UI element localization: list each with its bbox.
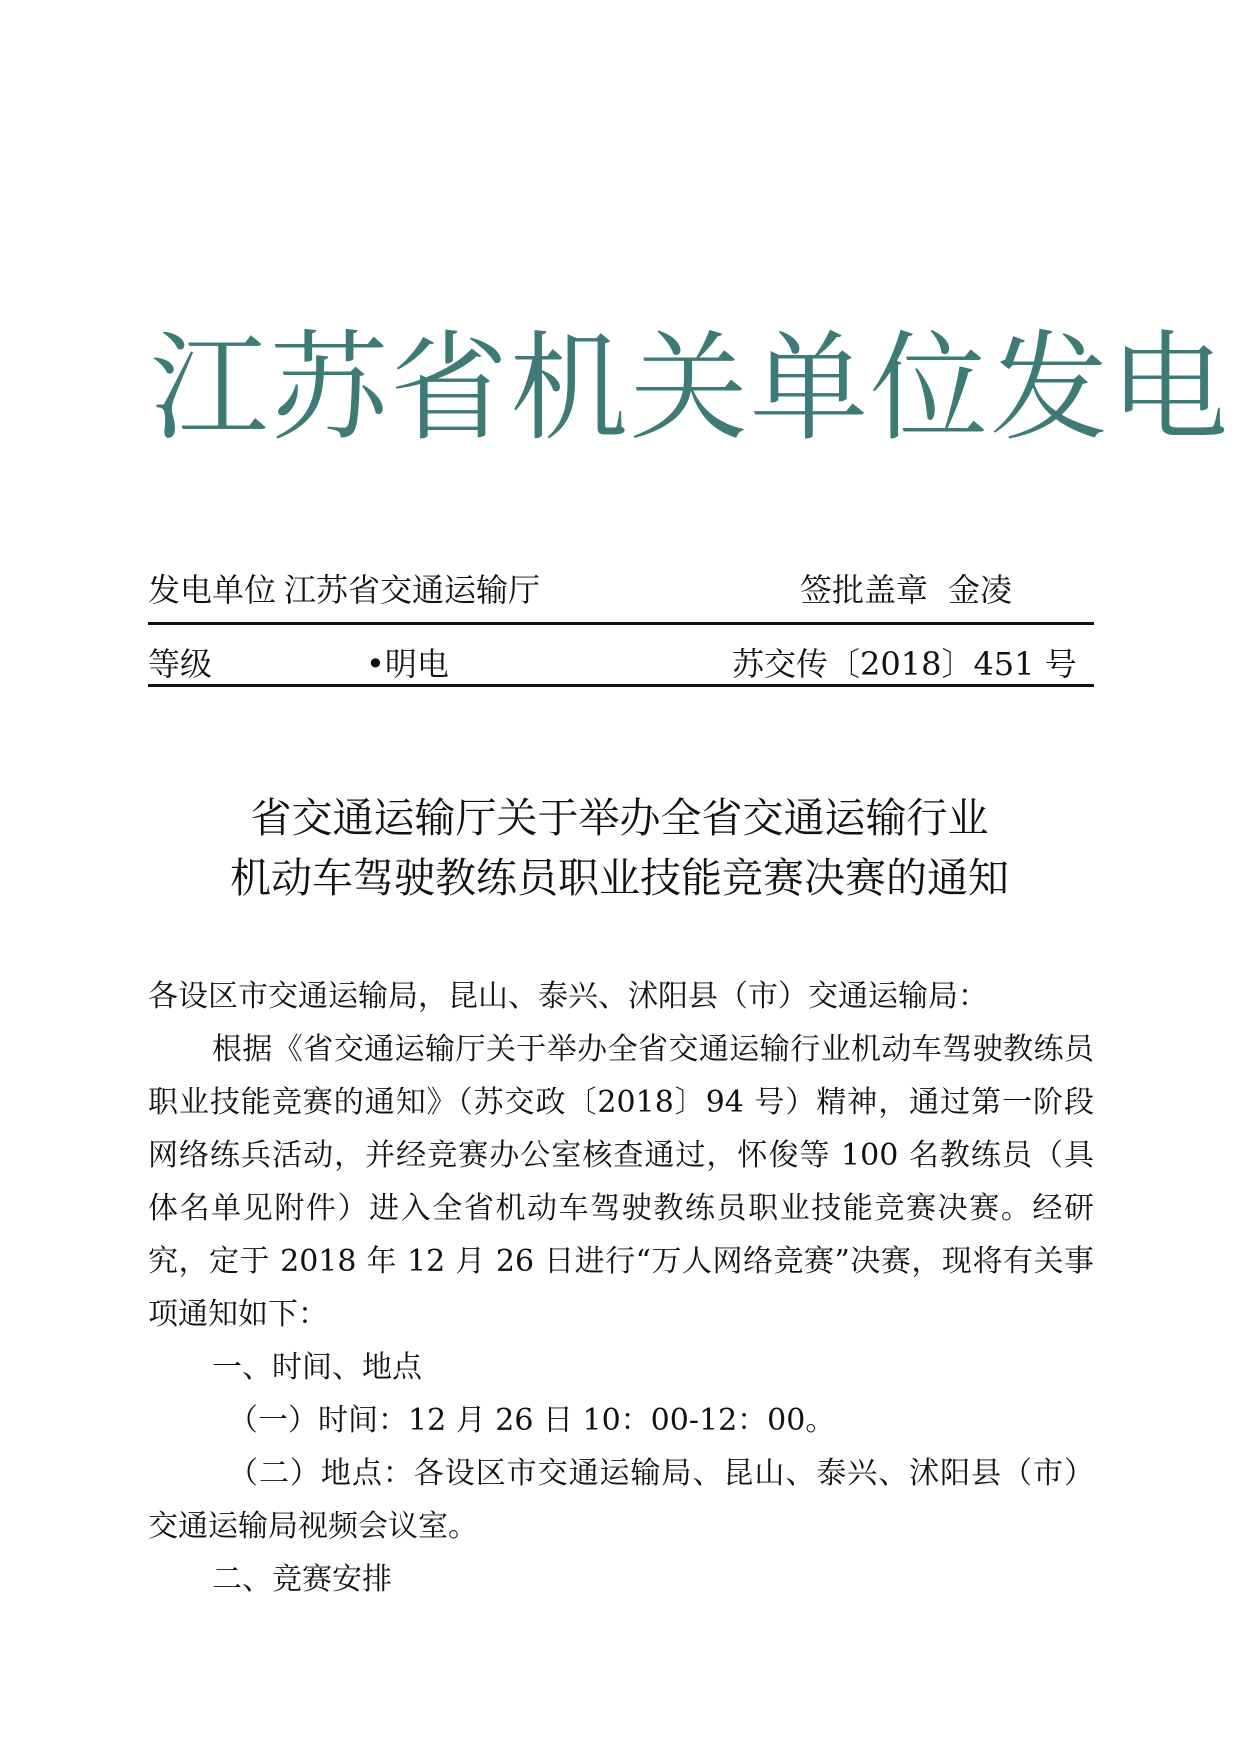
section-heading-1: 一、时间、地点 (212, 1350, 422, 1385)
body-paragraph: 根据《省交通运输厅关于举办全省交通运输行业机动车驾驶教练员职业技能竞赛的通知》（苏交政〔2018〕94 号）精神，通过第一阶段网络练兵活动，并经竞赛办公室核查通过，怀俊等 100 名教练员（具体名单见附件）进入全省机动车驾驶教练员职业技能竞赛决赛。经研究，定于 2018 年 12 月 26 日进行“万人网络竞赛”决赛，现将有关事项通知如下： (148, 1032, 1094, 1332)
salutation: 各设区市交通运输局，昆山、泰兴、沭阳县（市）交通运输局： (148, 979, 988, 1014)
section-heading-2: 二、竞赛安排 (212, 1562, 392, 1597)
notice-title-line-1: 省交通运输厅关于举办全省交通运输行业 (250, 794, 989, 842)
header-rule-bottom (148, 684, 1094, 687)
list-item-location: （二）地点：各设区市交通运输局、昆山、泰兴、沭阳县（市）交通运输局视频会议室。 (148, 1456, 1094, 1544)
notice-title-line-2: 机动车驾驶教练员职业技能竞赛决赛的通知 (230, 854, 1009, 902)
sign-label: 签批盖章 (800, 571, 929, 609)
list-item-time: （一）时间：12 月 26 日 10：00-12：00。 (228, 1403, 836, 1438)
header-row-sender (148, 560, 1094, 620)
notice-body (148, 970, 1094, 1606)
signer-value: 金凌 (948, 571, 1013, 609)
level-value: •明电 (366, 645, 449, 683)
level-label: 等级 (148, 645, 213, 683)
sender-label: 发电单位 (148, 571, 277, 609)
sender-value: 江苏省交通运输厅 (284, 571, 541, 609)
header-rule-top (148, 622, 1094, 625)
document-number: 苏交传〔2018〕451 号 (732, 645, 1077, 683)
masthead-title: 江苏省机关单位发电 (150, 319, 1231, 457)
